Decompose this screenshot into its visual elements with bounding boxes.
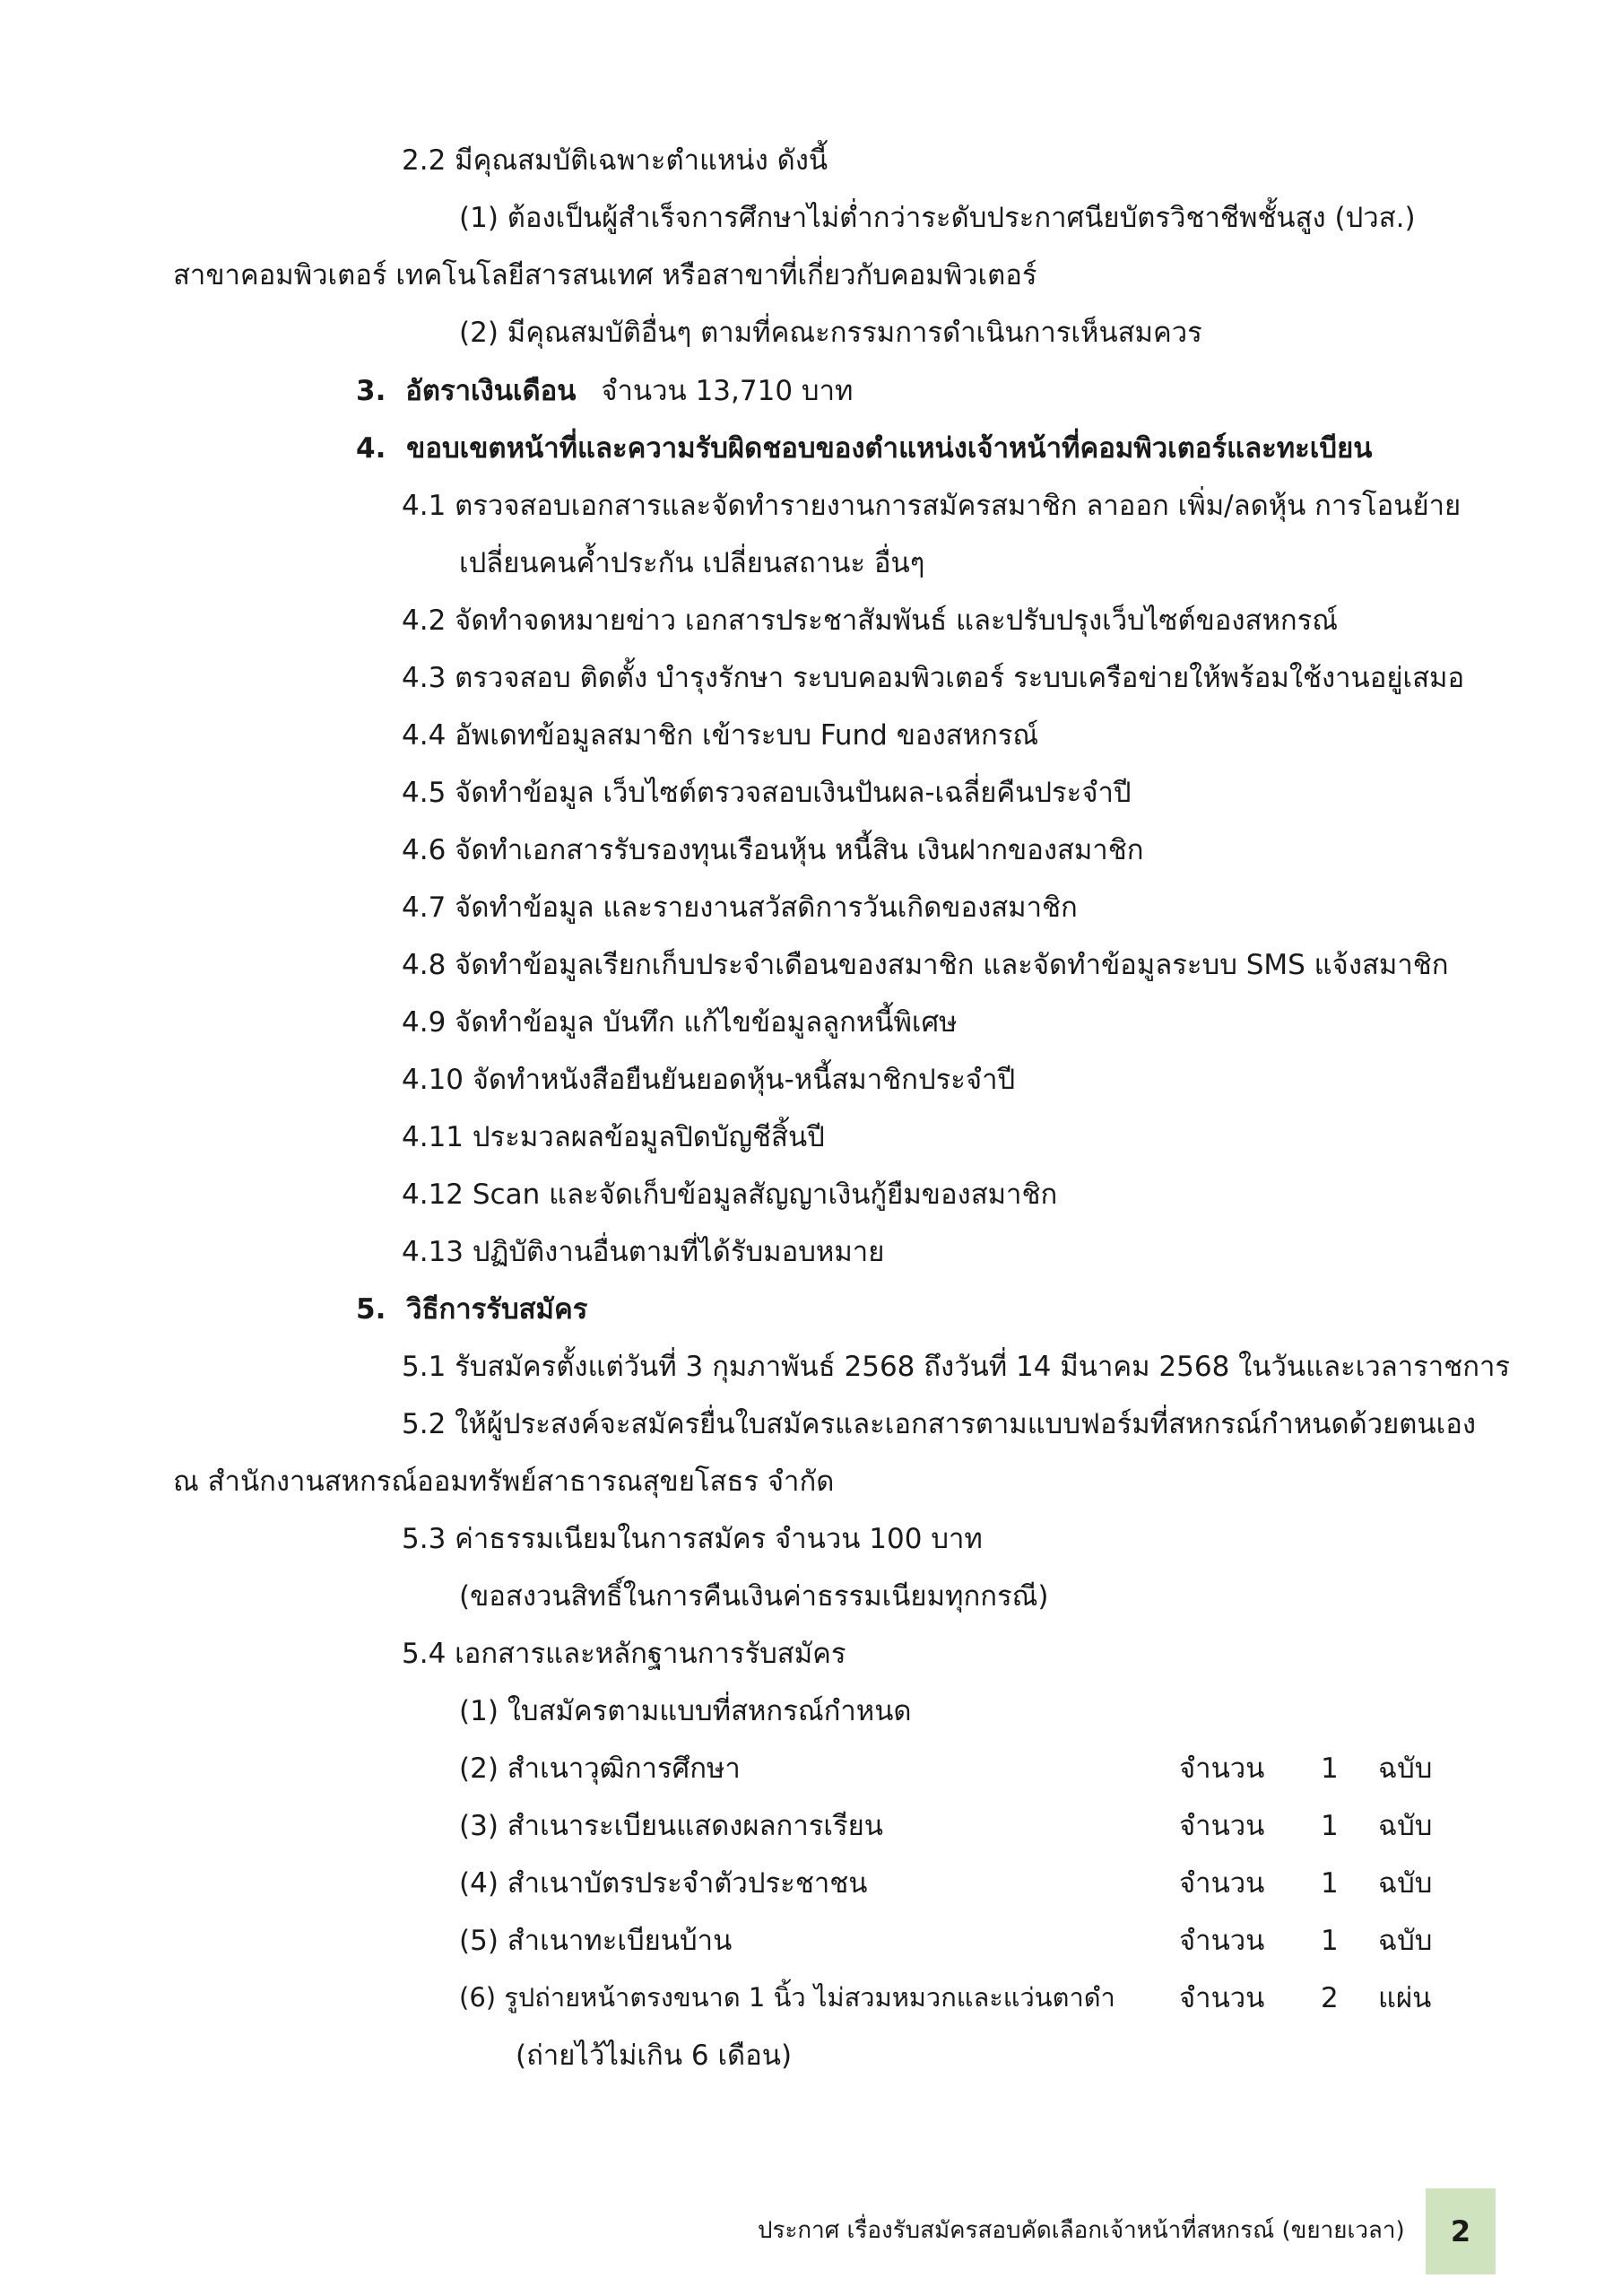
document-item-6-unit: แผ่น: [1378, 1982, 1432, 2014]
document-item-4-count-word: จำนวน: [1179, 1867, 1265, 1900]
application-5-1: 5.1 รับสมัครตั้งแต่วันที่ 3 กุมภาพันธ์ 2568 ถึงวันที่ 14 มีนาคม 2568 ในวันและเวลาราชการ: [402, 1351, 1511, 1383]
document-item-6-note: (ถ่ายไว้ไม่เกิน 6 เดือน): [516, 2039, 793, 2072]
document-item-2: (2) สำเนาวุฒิการศึกษา: [459, 1752, 741, 1785]
section-5-heading: [356, 1293, 588, 1326]
duty-4-12: 4.12 Scan และจัดเก็บข้อมูลสัญญาเงินกู้ยืมของสมาชิก: [402, 1178, 1058, 1211]
document-item-3: (3) สำเนาระเบียนแสดงผลการเรียน: [459, 1810, 883, 1842]
footer-title: ประกาศ เรื่องรับสมัครสอบคัดเลือกเจ้าหน้าที่สหกรณ์ (ขยายเวลา): [758, 2217, 1405, 2244]
salary-amount: จำนวน 13,710 บาท: [601, 375, 854, 407]
document-item-4: (4) สำเนาบัตรประจำตัวประชาชน: [459, 1867, 868, 1900]
document-item-6-count-word: จำนวน: [1179, 1982, 1265, 2014]
section-3: [356, 375, 854, 407]
document-item-5: (5) สำเนาทะเบียนบ้าน: [459, 1925, 733, 1957]
document-item-2-count-word: จำนวน: [1179, 1752, 1265, 1785]
document-item-3-unit: ฉบับ: [1378, 1810, 1433, 1842]
duty-4-3: 4.3 ตรวจสอบ ติดตั้ง บำรุงรักษา ระบบคอมพิวเตอร์ ระบบเครือข่ายให้พร้อมใช้งานอยู่เสมอ: [402, 662, 1465, 694]
application-5-2-line-1: 5.2 ให้ผู้ประสงค์จะสมัครยื่นใบสมัครและเอกสารตามแบบฟอร์มที่สหกรณ์กำหนดด้วยตนเอง: [402, 1408, 1476, 1440]
document-item-5-unit: ฉบับ: [1378, 1925, 1433, 1957]
section-4-heading: [356, 432, 1373, 465]
duty-4-7: 4.7 จัดทำข้อมูล และรายงานสวัสดิการวันเกิดของสมาชิก: [402, 891, 1078, 924]
document-item-1: (1) ใบสมัครตามแบบที่สหกรณ์กำหนด: [459, 1695, 912, 1727]
document-item-2-quantity: 1: [1321, 1752, 1339, 1785]
document-item-5-quantity: 1: [1321, 1925, 1339, 1957]
duty-4-6: 4.6 จัดทำเอกสารรับรองทุนเรือนหุ้น หนี้สิน เงินฝากของสมาชิก: [402, 834, 1144, 866]
application-fee: 5.3 ค่าธรรมเนียมในการสมัคร จำนวน 100 บาท: [402, 1523, 983, 1555]
document-item-6: (6) รูปถ่ายหน้าตรงขนาด 1 นิ้ว ไม่สวมหมวกและแว่นตาดำ: [459, 1982, 1115, 2013]
duty-4-2: 4.2 จัดทำจดหมายข่าว เอกสารประชาสัมพันธ์ และปรับปรุงเว็บไซต์ของสหกรณ์: [402, 604, 1339, 637]
section-4-number: 4.: [356, 432, 386, 465]
document-item-4-unit: ฉบับ: [1378, 1867, 1433, 1900]
document-item-4-quantity: 1: [1321, 1867, 1339, 1900]
document-item-3-quantity: 1: [1321, 1810, 1339, 1842]
fee-note: (ขอสงวนสิทธิ์ในการคืนเงินค่าธรรมเนียมทุกกรณี): [459, 1580, 1049, 1613]
section-4-title: ขอบเขตหน้าที่และความรับผิดชอบของตำแหน่งเจ้าหน้าที่คอมพิวเตอร์และทะเบียน: [406, 432, 1373, 465]
section-3-number: 3.: [356, 375, 386, 407]
qualification-1-line-1: (1) ต้องเป็นผู้สำเร็จการศึกษาไม่ต่ำกว่าระดับประกาศนียบัตรวิชาชีพชั้นสูง (ปวส.): [459, 202, 1416, 234]
section-3-title: อัตราเงินเดือน: [405, 375, 577, 407]
section-5-number: 5.: [356, 1293, 386, 1326]
document-item-3-count-word: จำนวน: [1179, 1810, 1265, 1842]
page-number-box: [1426, 2188, 1496, 2274]
document-item-6-quantity: 2: [1321, 1982, 1339, 2014]
duty-4-1: 4.1 ตรวจสอบเอกสารและจัดทำรายงานการสมัครสมาชิก ลาออก เพิ่ม/ลดหุ้น การโอนย้าย: [402, 490, 1462, 522]
page-number: 2: [1450, 2214, 1471, 2248]
duty-4-1-continued: เปลี่ยนคนค้ำประกัน เปลี่ยนสถานะ อื่นๆ: [459, 547, 925, 579]
document-item-5-count-word: จำนวน: [1179, 1925, 1265, 1957]
qualification-1-line-2: สาขาคอมพิวเตอร์ เทคโนโลยีสารสนเทศ หรือสาขาที่เกี่ยวกับคอมพิวเตอร์: [173, 259, 1037, 291]
qualification-2: (2) มีคุณสมบัติอื่นๆ ตามที่คณะกรรมการดำเนินการเห็นสมควร: [459, 317, 1202, 349]
duty-4-9: 4.9 จัดทำข้อมูล บันทึก แก้ไขข้อมูลลูกหนี้พิเศษ: [402, 1006, 958, 1039]
section-2-2-heading: 2.2 มีคุณสมบัติเฉพาะตำแหน่ง ดังนี้: [402, 144, 828, 177]
duty-4-11: 4.11 ประมวลผลข้อมูลปิดบัญชีสิ้นปี: [402, 1121, 825, 1153]
duty-4-13: 4.13 ปฏิบัติงานอื่นตามที่ได้รับมอบหมาย: [402, 1236, 885, 1268]
section-5-title: วิธีการรับสมัคร: [406, 1293, 588, 1326]
duty-4-10: 4.10 จัดทำหนังสือยืนยันยอดหุ้น-หนี้สมาชิกประจำปี: [402, 1064, 1016, 1096]
duty-4-5: 4.5 จัดทำข้อมูล เว็บไซต์ตรวจสอบเงินปันผล-เฉลี่ยคืนประจำปี: [402, 777, 1132, 809]
application-5-2-line-2: ณ สำนักงานสหกรณ์ออมทรัพย์สาธารณสุขยโสธร จำกัด: [173, 1465, 835, 1498]
document-item-2-unit: ฉบับ: [1378, 1752, 1433, 1785]
duty-4-4: 4.4 อัพเดทข้อมูลสมาชิก เข้าระบบ Fund ของสหกรณ์: [402, 719, 1039, 752]
documents-heading: 5.4 เอกสารและหลักฐานการรับสมัคร: [402, 1638, 846, 1670]
duty-4-8: 4.8 จัดทำข้อมูลเรียกเก็บประจำเดือนของสมาชิก และจัดทำข้อมูลระบบ SMS แจ้งสมาชิก: [402, 949, 1449, 981]
